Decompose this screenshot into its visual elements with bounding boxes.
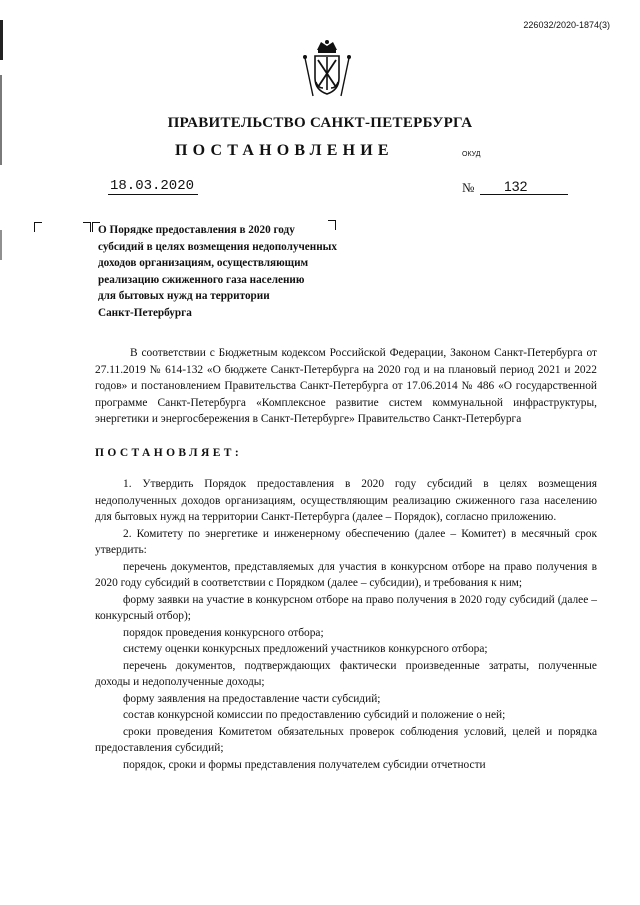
document-number-field: [480, 178, 568, 195]
preamble-paragraph: В соответствии с Бюджетным кодексом Российской Федерации, Законом Санкт-Петербурга от 27.11.2019 № 614-132 «О бюджете Санкт-Петербурга на 2020 год и на плановый период 2021 и 2022 годов» и постановлением Правительства Санкт-Петербурга от 17.06.2014 № 486 «О государственной программе Санкт-Петербурга «Комплексное развитие систем коммунальной инфраструктуры, энергетики и энергосбережения в Санкт-Петербурге» Правительство Санкт-Петербурга: [95, 347, 597, 425]
title-line: для бытовых нужд на территории: [98, 290, 270, 303]
resolution-body: [95, 476, 597, 773]
scan-margin-mark: [0, 230, 2, 260]
title-line: реализацию сжиженного газа населению: [98, 273, 305, 286]
corner-bracket: [83, 222, 91, 232]
paragraph: перечень документов, подтверждающих фактически произведенные затраты, полученные доходы и недополученные доходы;: [95, 659, 597, 688]
document-type: ПОСТАНОВЛЕНИЕ: [175, 142, 394, 159]
okud-label: ОКУД: [462, 151, 481, 158]
coat-of-arms-emblem: [301, 38, 353, 100]
paragraph: перечень документов, представляемых для участия в конкурсном отборе на право получения в 2020 году субсидий в соответствии с Порядком (далее – субсидии), и требования к ним;: [95, 560, 597, 589]
paragraph: сроки проведения Комитетом обязательных проверок соблюдения условий, целей и порядка предоставления субсидий;: [95, 725, 597, 754]
paragraph: порядок проведения конкурсного отбора;: [123, 626, 324, 639]
title-line: субсидий в целях возмещения недополученных: [98, 240, 337, 253]
title-line: Санкт-Петербурга: [98, 306, 192, 319]
title-line: О Порядке предоставления в 2020 году: [98, 224, 295, 236]
paragraph: систему оценки конкурсных предложений участников конкурсного отбора;: [123, 643, 488, 655]
paragraph: форму заявления на предоставление части субсидий;: [123, 692, 381, 705]
scan-margin-mark: [0, 20, 3, 60]
document-id: 226032/2020-1874(3): [523, 20, 610, 30]
paragraph: состав конкурсной комиссии по предоставлению субсидий и положение о ней;: [123, 709, 506, 721]
paragraph: 1. Утвердить Порядок предоставления в 2020 году субсидий в целях возмещения недополученных доходов организациям, осуществляющим реализацию сжиженного газа населению для бытовых нужд на территории Санкт-Петербурга (далее – Порядок), согласно приложению.: [95, 478, 597, 523]
document-date: 18.03.2020: [108, 178, 198, 195]
document-title: [98, 222, 398, 322]
decree-heading: ПОСТАНОВЛЯЕТ:: [95, 447, 243, 459]
paragraph: 2. Комитету по энергетике и инженерному обеспечению (далее – Комитет) в месячный срок утвердить:: [95, 527, 597, 556]
organization-name: ПРАВИТЕЛЬСТВО САНКТ-ПЕТЕРБУРГА: [167, 115, 473, 131]
paragraph: порядок, сроки и формы представления получателем субсидии отчетности: [123, 758, 486, 771]
paragraph: форму заявки на участие в конкурсном отборе на право получения в 2020 году субсидий (далее – конкурсный отбор);: [95, 593, 597, 622]
number-label: №: [462, 180, 475, 195]
document-number: 132: [504, 178, 528, 194]
corner-bracket: [34, 222, 42, 232]
title-line: доходов организациям, осуществляющим: [98, 257, 309, 270]
